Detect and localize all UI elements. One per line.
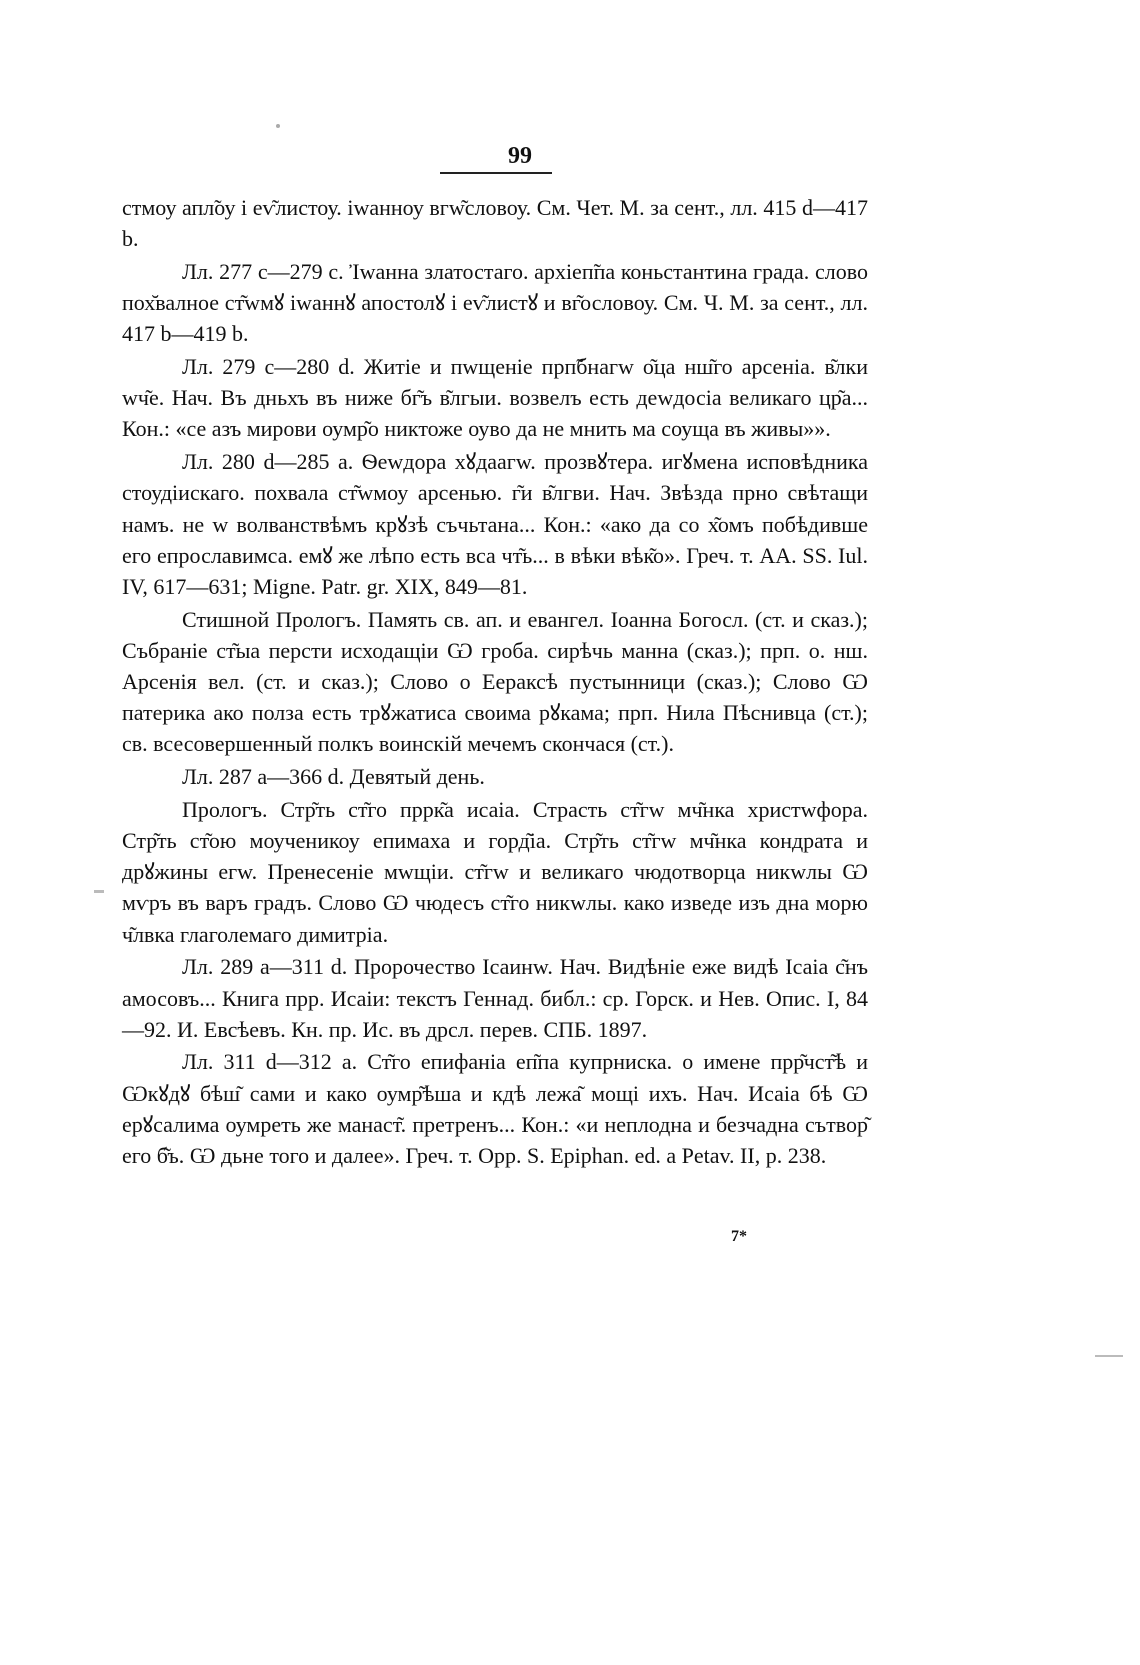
- scan-mark-right: [1095, 1355, 1123, 1357]
- paragraph: Стишной Прологъ. Память св. ап. и евангел. Іоанна Богосл. (ст. и сказ.); Събраніе ст͂ыа персти исходащіи Ѡ гроба. сирѣчь манна (сказ.); прп. о. нш. Арсенія вел. (ст. и сказ.); Слово о Еераксѣ пустынници (сказ.); Слово Ѡ патерика ако полза есть трꙋжатиса своима рꙋкама; прп. Нила Пѣснивца (ст.); св. всесовершенный полкъ воинскій мечемъ скончася (ст.).: [122, 606, 868, 757]
- paragraph: Лл. 279 с—280 d. Житіе и пwщеніе прп̃бнагw о͂ца нш͂го арсеніа. в͂лки wч͂е. Нач. Въ дньхъ въ ниже бг͂ъ в͂лгыи. возвелъ есть деwдосіа великаго цр͂а... Кон.: «се азъ мирови оумр͂о никтоже оуво да не мнить ма соуща въ живы»».: [122, 354, 868, 442]
- page-number: 99: [508, 143, 532, 169]
- paragraph: Лл. 287 а—366 d. Девятый день.: [182, 764, 485, 790]
- paragraph: Лл. 289 а—311 d. Пророчество Ісаинw. Нач. Видѣніе еже видѣ Ісаіа с͂нъ амосовъ... Книга прр. Исаіи: текстъ Геннад. библ.: ср. Горск. и Нев. Опис. I, 84—92. И. Евсѣевъ. Кн. пр. Ис. въ дрсл. перев. СПБ. 1897.: [122, 954, 868, 1042]
- scan-mark-left: [94, 890, 104, 893]
- page-number-rule: [440, 172, 552, 174]
- signature-mark: 7*: [731, 1228, 747, 1245]
- main-text: [122, 192, 868, 1173]
- scan-speck: [276, 124, 280, 128]
- paragraph: стмоу апл̃оу і еѵ͂листоу. іwанноу вгw͂словоу. См. Чет. М. за сент., лл. 415 d—417 b.: [122, 195, 868, 252]
- paragraph: Прологъ. Стр͂ть ст͂го пррк͂а исаіа. Страсть ст͂гw мч͂нка христwфора. Стр͂ть ст͂ою моученикоу епимаха и горд͂іа. Стр͂ть ст͂гw мч͂нка кондрата и дрꙋжины егw. Пренесеніе мwщіи. ст͂гw и великаго чюдотворца никwлы Ѡ мѵръ въ варъ градъ. Слово Ѡ чюдесъ ст͂го никwлы. како изведе изъ дна морю ч͂лвка глаголемаго димитріа.: [122, 796, 868, 947]
- paragraph: Лл. 280 d—285 а. Ѳеwдора хꙋдаагw. прозвꙋтера. игꙋмена исповѣдника стоудіискаго. похвала ст͂wмоу арсенью. г͂и в͂лгви. Нач. Звѣзда прно свѣтащи намъ. не w волванствѣмъ крꙋзѣ съчьтана... Кон.: «ако да со х͂омъ побѣдивше его епрославимса. емꙋ же лѣпо есть вса чт͂ь... в вѣки вѣк͂о». Греч. т. АА. SS. Iul. IV, 617—631; Migne. Patr. gr. XIX, 849—81.: [122, 449, 868, 599]
- paragraph: Лл. 277 с—279 с. Ἰwанна златостаго. архіеп̃па коньстантина града. слово пох̆валное ст͂wмꙋ іwаннꙋ апостолꙋ і еѵ͂листꙋ и вг͂ословоу. См. Ч. М. за сент., лл. 417 b—419 b.: [122, 258, 868, 347]
- paragraph: Лл. 311 d—312 а. Ст͂го епифаніа еп͂па купрниска. о имене прр͂чст͂ѣ и Ѡкꙋдꙋ бѣш͂ сами и како оумр͂ѣша и кдѣ лежа͂ мощі ихъ. Нач. Исаіа бѣ Ѡ ерꙋсалима оумреть же манаст͂. претренъ... Кон.: «и неплодна и безчадна сътвор͂ его б͂ъ. Ѡ дьне того и далеe». Греч. т. Opp. S. Epiphan. ed. a Petav. II, p. 238.: [122, 1049, 868, 1169]
